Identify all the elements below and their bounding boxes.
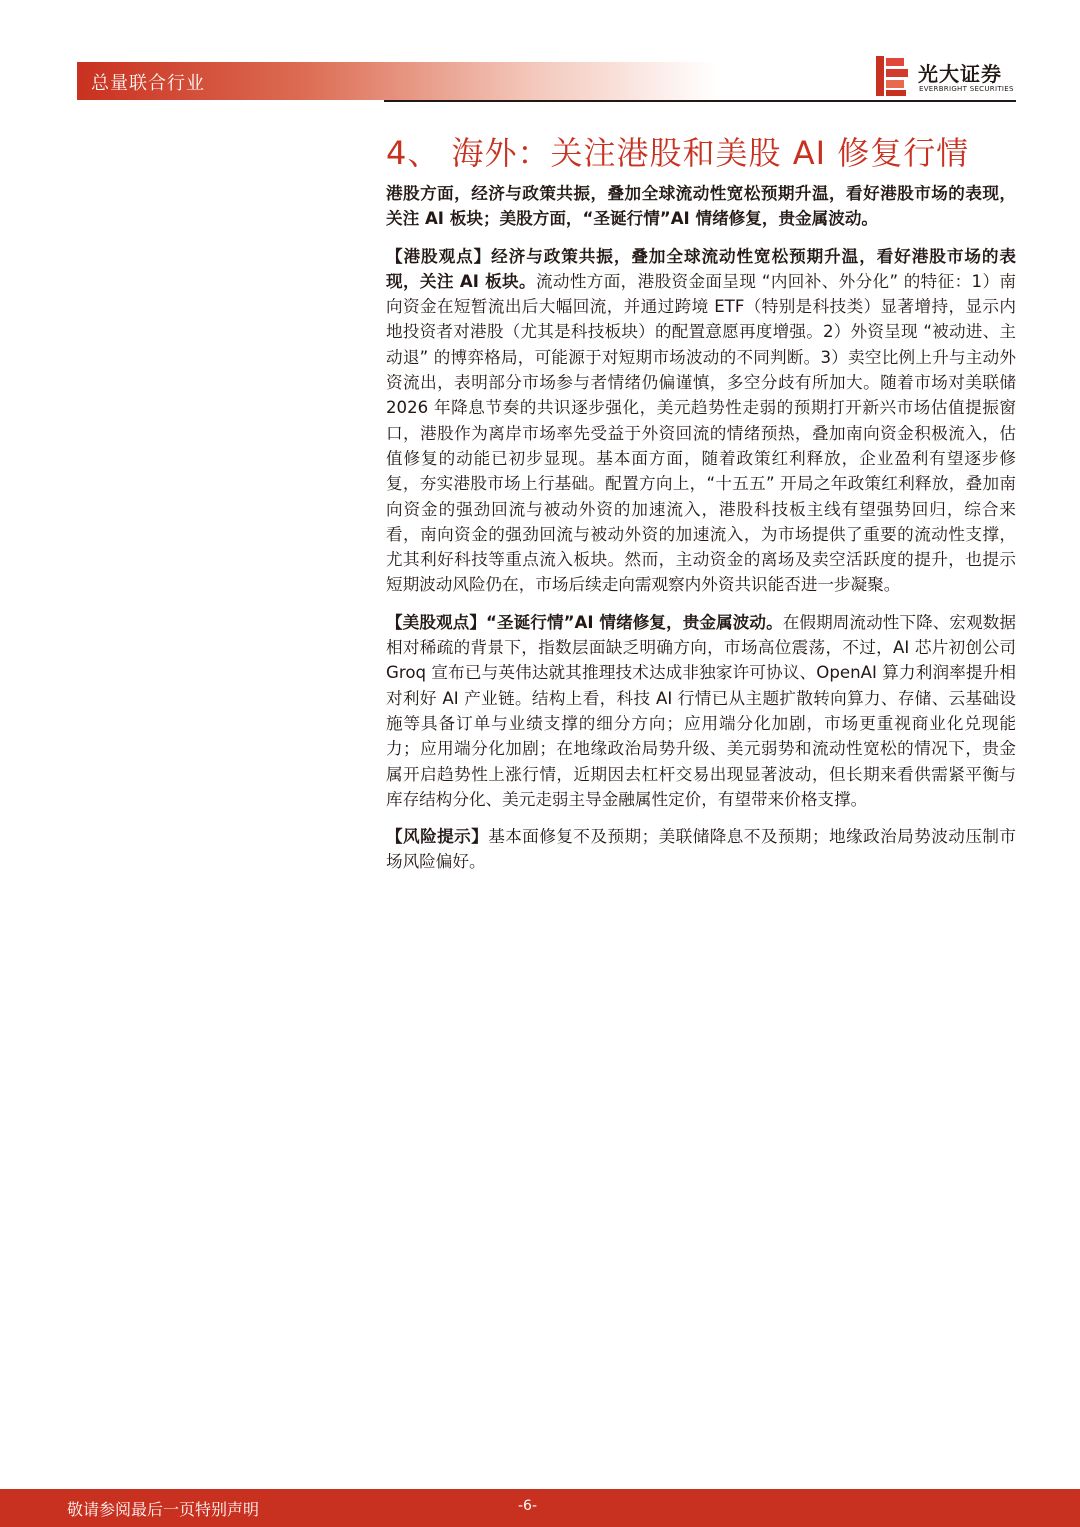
footer-disclaimer-note: 敬请参阅最后一页特别声明 xyxy=(67,1500,260,1519)
logo-text-cn: 光大证券 xyxy=(918,62,1002,86)
hk-view-tag: 【港股观点】 xyxy=(386,246,492,266)
logo-text-en: EVERBRIGHT SECURITIES xyxy=(919,85,1014,93)
hk-view-lead: 经济与政策共振，叠加全球流动性宽松预期升温，看好港股市场的表现，关注 AI 板块。 xyxy=(386,246,1016,291)
section-title: 4、 海外：关注港股和美股 AI 修复行情 xyxy=(386,134,970,172)
us-view-tag: 【美股观点】 xyxy=(386,612,486,632)
page-footer xyxy=(0,1489,1080,1527)
us-stock-view xyxy=(386,610,1016,812)
page-number: -6- xyxy=(518,1498,538,1514)
everbright-logo-icon xyxy=(876,56,908,96)
us-view-body: 在假期周流动性下降、宏观数据相对稀疏的背景下，指数层面缺乏明确方向，市场高位震荡，不过，AI 芯片初创公司 Groq 宣布已与英伟达就其推理技术达成非独家许可协议、OpenAI 算力利润率提升相对利好 AI 产业链。结构上看，科技 AI 行情已从主题扩散转向算力、存储、云基础设施等具备订单与业绩支撑的细分方向；应用端分化加剧，市场更重视商业化兑现能力；应用端分化加剧；在地缘政治局势升级、美元弱势和流动性宽松的情况下，贵金属开启趋势性上涨行情，近期因去杠杆交易出现显著波动，但长期来看供需紧平衡与库存结构分化、美元走弱主导金融属性定价，有望带来价格支撑。 xyxy=(386,612,1017,809)
risk-body: 基本面修复不及预期；美联储降息不及预期；地缘政治局势波动压制市场风险偏好。 xyxy=(386,827,1016,872)
company-logo xyxy=(876,56,1016,98)
header-category-band xyxy=(77,62,717,100)
header-divider xyxy=(384,100,1016,102)
hk-view-body: 流动性方面，港股资金面呈现 “内回补、外分化” 的特征：1）南向资金在短暂流出后大幅回流，并通过跨境 ETF（特别是科技类）显著增持，显示内地投资者对港股（尤其是科技板块）的配置意愿再度增强。2）外资呈现 “被动进、主动退” 的博弈格局，可能源于对短期市场波动的不同判断。3）卖空比例上升与主动外资流出，表明部分市场参与者情绪仍偏谨慎，多空分歧有所加大。随着市场对美联储 2026 年降息节奏的共识逐步强化，美元趋势性走弱的预期打开新兴市场估值提振窗口，港股作为离岸市场率先受益于外资回流的情绪预热，叠加南向资金积极流入，估值修复的动能已初步显现。基本面方面，随着政策红利释放，企业盈利有望逐步修复，夯实港股市场上行基础。配置方向上，“十五五” 开局之年政策红利释放，叠加南向资金的强劲回流与被动外资的加速流入，港股科技板主线有望强势回归，综合来看，南向资金的强劲回流与被动外资的加速流入，为市场提供了重要的流动性支撑，尤其利好科技等重点流入板块。然而，主动资金的离场及卖空活跃度的提升，也提示短期波动风险仍在，市场后续走向需观察内外资共识能否进一步凝聚。 xyxy=(386,271,1016,595)
section-body xyxy=(386,181,1016,887)
risk-tag: 【风险提示】 xyxy=(386,827,489,847)
us-view-lead: “圣诞行情”AI 情绪修复，贵金属波动。 xyxy=(486,612,783,632)
section-summary: 港股方面，经济与政策共振，叠加全球流动性宽松预期升温，看好港股市场的表现，关注 AI 板块；美股方面，“圣诞行情”AI 情绪修复，贵金属波动。 xyxy=(386,184,1016,229)
risk-warning xyxy=(386,824,1016,875)
hk-stock-view xyxy=(386,244,1016,598)
header-category: 总量联合行业 xyxy=(91,73,205,94)
